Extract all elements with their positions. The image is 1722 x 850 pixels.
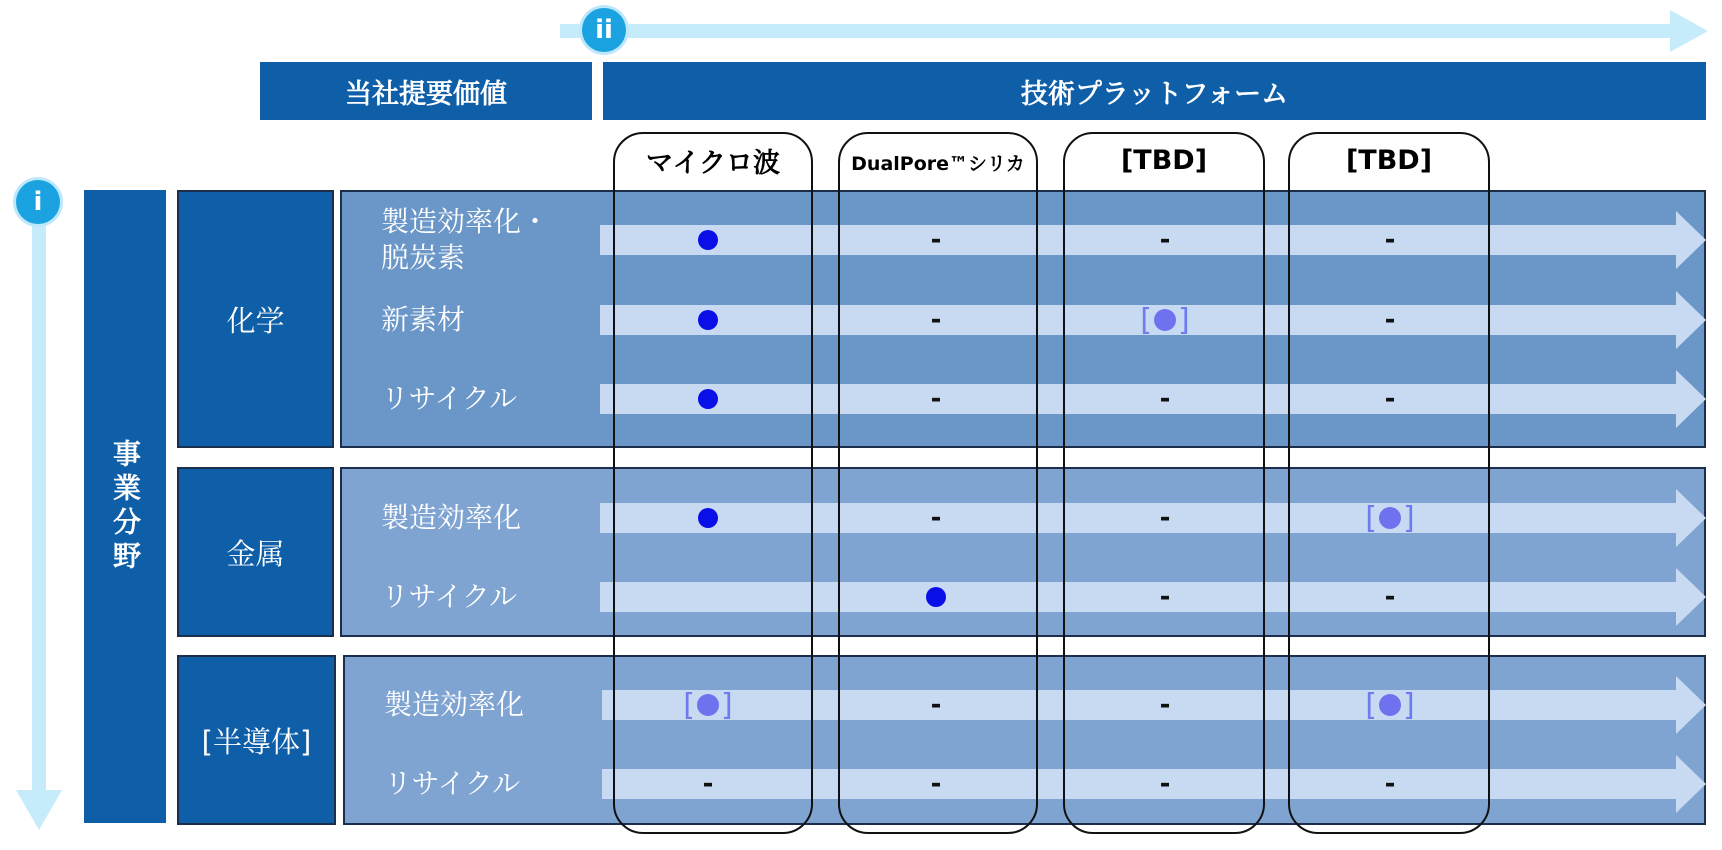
tbd-bracket-dot	[1140, 303, 1189, 338]
dash-text: -	[1159, 769, 1171, 799]
dash-text: -	[1384, 305, 1396, 335]
dash-mark	[1320, 300, 1460, 340]
dash-text: -	[1159, 225, 1171, 255]
dash-mark	[1095, 685, 1235, 725]
tbd-dot-icon	[1154, 309, 1176, 331]
bracket-open: [	[683, 687, 695, 723]
empty-cell	[638, 577, 778, 617]
row-label-text: 製造効率化・ 脱炭素	[381, 205, 550, 274]
tbd-dot-mark	[1320, 498, 1460, 538]
tbd-dot-mark	[1320, 685, 1460, 725]
dash-mark	[638, 764, 778, 804]
sector-chemistry: 化学	[177, 190, 334, 448]
bracket-open: [	[1365, 500, 1377, 536]
row-label-text: リサイクル	[381, 580, 518, 613]
column-header-dualpore: DualPore™シリカ	[851, 152, 1025, 175]
tbd-dot-icon	[1379, 694, 1401, 716]
dash-text: -	[1384, 769, 1396, 799]
dash-text: -	[1384, 582, 1396, 612]
business-field-label: 事業分野	[84, 190, 166, 823]
dash-mark	[866, 379, 1006, 419]
dash-mark	[1320, 764, 1460, 804]
column-header-tbd-1: [TBD]	[1120, 144, 1208, 176]
dash-mark	[1095, 498, 1235, 538]
dash-mark	[1320, 220, 1460, 260]
dash-mark	[866, 220, 1006, 260]
dash-mark	[1095, 220, 1235, 260]
sector-semiconductor: [半導体]	[177, 655, 336, 825]
dash-text: -	[930, 305, 942, 335]
dash-text: -	[702, 769, 714, 799]
dash-mark	[866, 764, 1006, 804]
bracket-open: [	[1140, 302, 1152, 338]
row-label-text: リサイクル	[384, 767, 521, 800]
dash-text: -	[930, 503, 942, 533]
dash-mark	[866, 498, 1006, 538]
bracket-open: [	[1365, 687, 1377, 723]
dash-text: -	[1384, 225, 1396, 255]
filled-dot-mark	[866, 577, 1006, 617]
tbd-dot-icon	[1379, 507, 1401, 529]
row-label-text: 製造効率化	[381, 501, 522, 534]
bracket-close: ]	[1178, 302, 1190, 338]
dot-icon	[698, 389, 718, 409]
bracket-close: ]	[721, 687, 733, 723]
column-header-tbd-2: [TBD]	[1345, 144, 1433, 176]
dash-mark	[1320, 379, 1460, 419]
dash-mark	[1095, 764, 1235, 804]
filled-dot-mark	[638, 498, 778, 538]
filled-dot-mark	[638, 300, 778, 340]
dash-text: -	[1159, 384, 1171, 414]
dot-icon	[926, 587, 946, 607]
tbd-bracket-dot	[1365, 688, 1414, 723]
row-label-text: 新素材	[381, 303, 466, 336]
dash-text: -	[1159, 690, 1171, 720]
dash-mark	[1095, 577, 1235, 617]
dash-mark	[1095, 379, 1235, 419]
filled-dot-mark	[638, 220, 778, 260]
dash-text: -	[930, 384, 942, 414]
dot-icon	[698, 310, 718, 330]
row-label-text: リサイクル	[381, 382, 518, 415]
dash-text: -	[930, 769, 942, 799]
dot-icon	[698, 230, 718, 250]
tbd-dot-mark	[1095, 300, 1235, 340]
tech-platform-header: 技術プラットフォーム	[603, 62, 1706, 120]
tbd-bracket-dot	[683, 688, 732, 723]
dash-text: -	[1159, 582, 1171, 612]
dash-mark	[866, 300, 1006, 340]
dash-text: -	[1384, 384, 1396, 414]
column-header-microwave: マイクロ波	[646, 147, 780, 179]
dash-mark	[1320, 577, 1460, 617]
row-label-text: 製造効率化	[384, 688, 525, 721]
bracket-close: ]	[1403, 687, 1415, 723]
dash-text: -	[930, 690, 942, 720]
tbd-dot-icon	[697, 694, 719, 716]
dash-text: -	[1159, 503, 1171, 533]
sector-metal: 金属	[177, 467, 334, 637]
bracket-close: ]	[1403, 500, 1415, 536]
vertical-axis-badge: i	[16, 180, 60, 224]
filled-dot-mark	[638, 379, 778, 419]
value-proposition-header: 当社提要価値	[260, 62, 592, 120]
dot-icon	[698, 508, 718, 528]
dash-mark	[866, 685, 1006, 725]
horizontal-axis-badge: ii	[582, 8, 626, 52]
tbd-dot-mark	[638, 685, 778, 725]
dash-text: -	[930, 225, 942, 255]
tbd-bracket-dot	[1365, 501, 1414, 536]
